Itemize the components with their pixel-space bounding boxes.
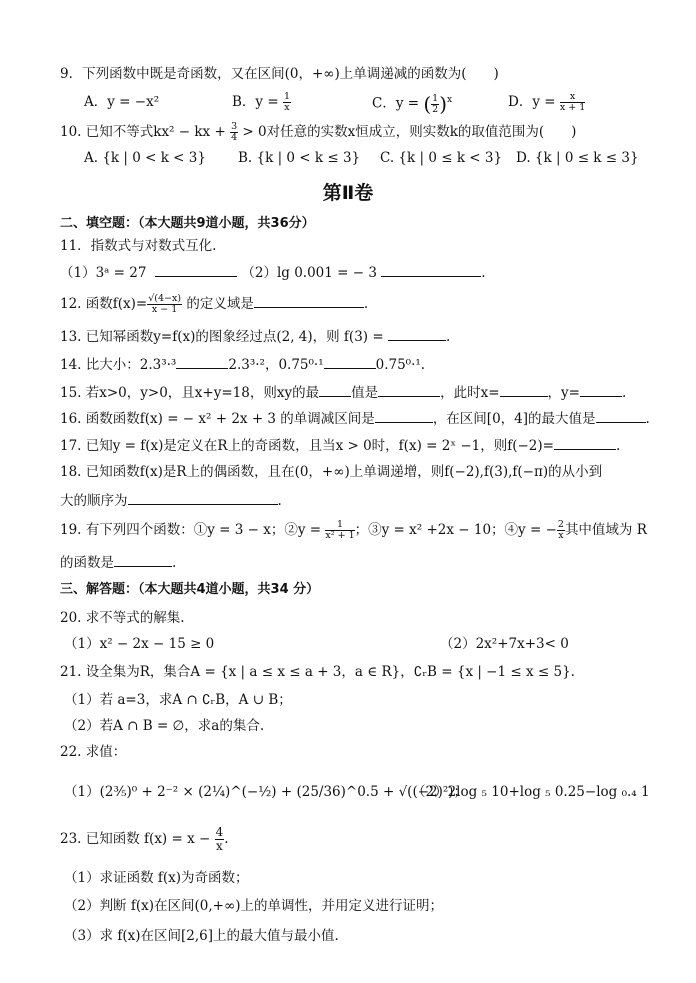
q17: 17. 已知y = f(x)是定义在R上的奇函数，且当x > 0时，f(x) = 2ˣ −1，则f(−2)= . bbox=[60, 435, 620, 456]
q21-part1: （1）若 a=3，求A ∩ ∁ᵣB，A ∪ B； bbox=[64, 692, 292, 708]
q20-part1: （1）x² − 2x − 15 ≥ 0 bbox=[64, 636, 215, 652]
q16: 16. 函数函数f(x) = − x² + 2x + 3 的单调减区间是 ，在区间[0，4]的最大值是 . bbox=[60, 408, 650, 429]
q22-part2: （2）2log ₅ 10+log ₅ 0.25−log ₀.₄ 1 bbox=[412, 784, 650, 800]
q11-subparts: （1）3ᵃ = 27 （2）lg 0.001 = − 3 . bbox=[60, 262, 486, 283]
section-fill-in-heading: 二、填空题：（本大题共9道小题，共36分） bbox=[60, 216, 315, 231]
q10-option-a: A. {k | 0 < k < 3} bbox=[84, 150, 206, 166]
q15: 15. 若x>0，y>0，且x+y=18，则xy的最 值是 ，此时x= ，y= . bbox=[60, 382, 626, 403]
q22-stem: 22. 求值： bbox=[60, 744, 127, 760]
q23-part1: （1）求证函数 f(x)为奇函数； bbox=[64, 870, 249, 886]
part-title: 第Ⅱ卷 bbox=[322, 182, 374, 204]
q10-stem: 10. 已知不等式kx² − kx + $\frac{3}{4}$ > 0对任意的实数x恒成立，则实数k的取值范围为( ) bbox=[60, 121, 577, 143]
q18-line2: 大的顺序为 . bbox=[60, 490, 282, 511]
q21-stem: 21. 设全集为R，集合A = {x | a ≤ x ≤ a + 3，a ∈ R}，∁ᵣB = {x | −1 ≤ x ≤ 5}. bbox=[60, 664, 575, 680]
q19-line1: 19. 有下列四个函数：①y = 3 − x；②y = $\frac{1}{\text{x² + 1}}$ ；③y = x² +2x − 10；④y = − $\frac{2}{x}$ 其中值域为 R bbox=[60, 519, 647, 541]
q14: 14. 比大小：2.3³·³ 2.3³·²，0.75⁰·¹ 0.75⁰·¹. bbox=[60, 354, 425, 375]
q9-option-b: B．y = $\frac{1}{x}$ bbox=[232, 91, 290, 113]
q10-option-c: C. {k | 0 ≤ k < 3} bbox=[380, 150, 503, 166]
q9-stem: 9．下列函数中既是奇函数，又在区间(0，+∞)上单调递减的函数为( ) bbox=[60, 66, 499, 82]
q9-option-c: C．y = ( $\frac{1}{2}$ )$^x$ bbox=[372, 92, 453, 116]
q23-part2: （2）判断 f(x)在区间(0,+∞)上的单调性，并用定义进行证明； bbox=[64, 898, 443, 914]
q23-stem: 23. 已知函数 f(x) = x − $\frac{4}{x}$ . bbox=[60, 825, 229, 853]
q13: 13. 已知幂函数y=f(x)的图象经过点(2, 4)，则 f(3) = . bbox=[60, 326, 450, 347]
q20-stem: 20. 求不等式的解集. bbox=[60, 610, 185, 626]
q10-option-b: B. {k | 0 < k ≤ 3} bbox=[238, 150, 361, 166]
q20-part2: （2）2x²+7x+3< 0 bbox=[440, 636, 569, 652]
q21-part2: （2）若A ∩ B = ∅，求a的集合. bbox=[64, 718, 265, 734]
q12: 12. 函数f(x)= $\frac{√(4-x)}{x - 1}$ 的定义域是 . bbox=[60, 293, 369, 315]
q19-line2: 的函数是 . bbox=[60, 552, 176, 573]
q11-stem: 11．指数式与对数式互化. bbox=[60, 238, 217, 254]
q18-line1: 18. 已知函数f(x)是R上的偶函数，且在(0，+∞)上单调递增，则f(−2),f(3),f(−π)的从小到 bbox=[60, 464, 603, 480]
q10-option-d: D. {k | 0 ≤ k ≤ 3} bbox=[516, 150, 639, 166]
q23-part3: （3）求 f(x)在区间[2,6]上的最大值与最小值. bbox=[64, 928, 339, 944]
q9-option-a: A．y = −x² bbox=[84, 94, 160, 110]
q22-part1: （1）(2³⁄₅)⁰ + 2⁻² × (2¼)^(−½) + (25/36)^0.5 + √((−2)²)； bbox=[64, 784, 468, 800]
q9-option-d: D．y = $\frac{x}{x + 1}$ bbox=[508, 91, 586, 113]
section-answer-heading: 三、解答题：（本大题共4道小题，共34 分） bbox=[60, 582, 320, 597]
